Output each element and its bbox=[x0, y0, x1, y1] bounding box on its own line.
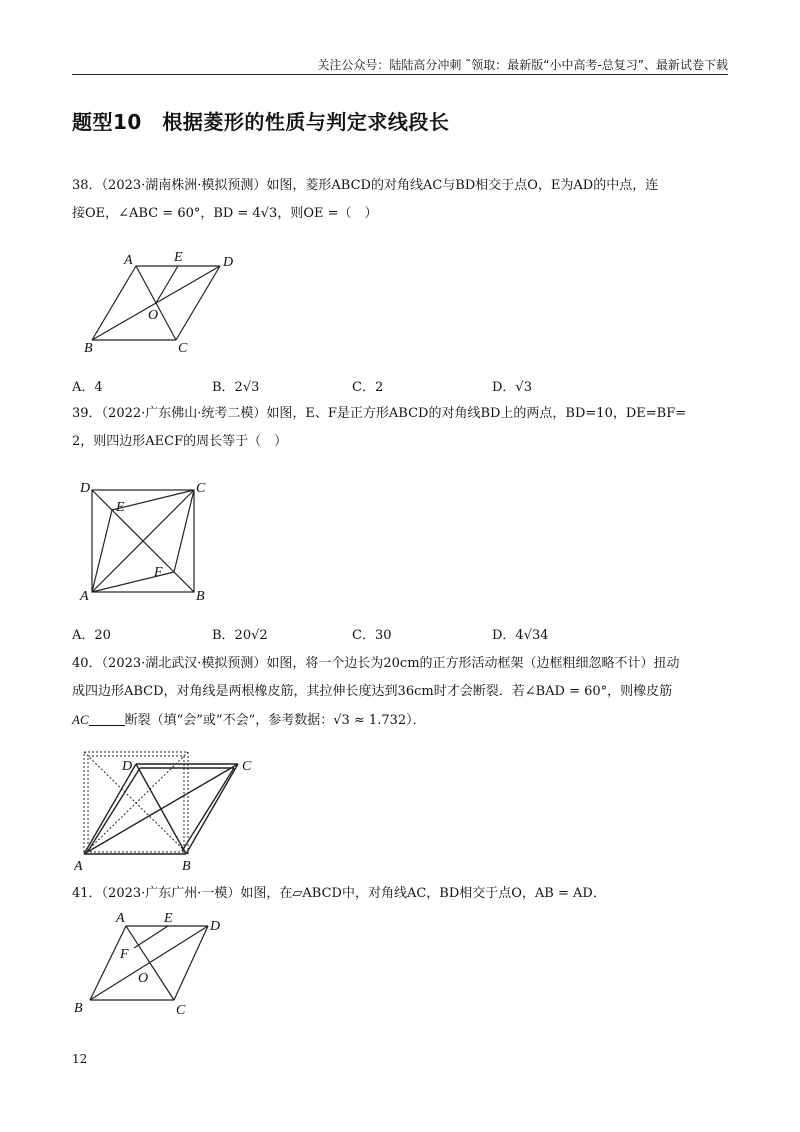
question-41-text bbox=[72, 880, 728, 908]
fig39-label-d: D bbox=[80, 481, 91, 496]
fig41-label-b: B bbox=[74, 1001, 83, 1016]
question-38-line2: 接OE，∠ABC = 60°，BD = 4√3，则OE =（ ） bbox=[72, 206, 378, 221]
page-number: 12 bbox=[72, 1052, 88, 1066]
fig38-label-c: C bbox=[178, 341, 188, 356]
option-39-a[interactable]: A．20 bbox=[72, 628, 111, 643]
figure-41-parallelogram bbox=[70, 908, 240, 1020]
option-38-d[interactable]: D．√3 bbox=[492, 380, 532, 395]
fig41-label-o: O bbox=[138, 971, 149, 986]
question-40-text bbox=[72, 650, 728, 735]
fig39-label-a: A bbox=[80, 589, 89, 604]
question-40-line3-rest: 断裂（填“会”或“不会”，参考数据：√3 ≈ 1.732）． bbox=[124, 713, 426, 728]
question-39-text bbox=[72, 400, 728, 456]
fig38-label-b: B bbox=[84, 341, 93, 356]
fig41-label-c: C bbox=[176, 1003, 186, 1018]
option-38-b[interactable]: B．2√3 bbox=[212, 380, 260, 395]
option-38-c[interactable]: C．2 bbox=[352, 380, 384, 395]
fig39-label-f: F bbox=[154, 565, 163, 580]
option-39-b[interactable]: B．20√2 bbox=[212, 628, 268, 643]
question-40-ac-label: AC bbox=[72, 712, 89, 727]
fig39-label-c: C bbox=[196, 481, 206, 496]
option-38-a[interactable]: A．4 bbox=[72, 380, 103, 395]
header-rule bbox=[72, 74, 728, 75]
question-39-line1: 39．（2022·广东佛山·统考二模）如图，E、F是正方形ABCD的对角线BD上的两点，BD=10，DE=BF= bbox=[72, 406, 687, 421]
fig41-label-e: E bbox=[164, 911, 173, 926]
fig38-label-d: D bbox=[223, 255, 234, 270]
question-38-text bbox=[72, 172, 728, 228]
question-39-line2: 2，则四边形AECF的周长等于（ ） bbox=[72, 434, 288, 449]
figure-39-square bbox=[74, 476, 214, 604]
figure-38-rhombus bbox=[78, 244, 258, 356]
fig38-label-o: O bbox=[148, 308, 159, 323]
fig41-label-a: A bbox=[116, 911, 125, 926]
fig38-label-a: A bbox=[124, 253, 133, 268]
section-title: 题型10 根据菱形的性质与判定求线段长 bbox=[72, 110, 450, 134]
fig40-label-d: D bbox=[122, 759, 133, 774]
option-39-c[interactable]: C．30 bbox=[352, 628, 392, 643]
fig40-label-a: A bbox=[74, 859, 83, 874]
figure-40-frame bbox=[74, 748, 274, 874]
question-38-line1: 38．（2023·湖南株洲·模拟预测）如图，菱形ABCD的对角线AC与BD相交于点O，E为AD的中点，连 bbox=[72, 178, 659, 193]
answer-blank-40[interactable] bbox=[89, 711, 125, 726]
fig38-label-e: E bbox=[174, 250, 183, 265]
fig39-label-e: E bbox=[116, 500, 125, 515]
question-40-line2: 成四边形ABCD，对角线是两根橡皮筋，其拉伸长度达到36cm时才会断裂．若∠BAD = 60°，则橡皮筋 bbox=[72, 684, 673, 699]
question-40-line1: 40．（2023·湖北武汉·模拟预测）如图，将一个边长为20cm的正方形活动框架（边框粗细忽略不计）扭动 bbox=[72, 656, 680, 671]
question-40-line3 bbox=[72, 706, 728, 735]
question-39-options bbox=[72, 624, 728, 644]
fig41-label-d: D bbox=[210, 919, 221, 934]
fig40-label-c: C bbox=[242, 759, 252, 774]
fig39-label-b: B bbox=[196, 589, 205, 604]
page-header: 关注公众号：陆陆高分冲刺 ˜领取：最新版“小中高考-总复习”、最新试卷下载 bbox=[317, 58, 728, 72]
question-38-options bbox=[72, 376, 728, 396]
option-39-d[interactable]: D．4√34 bbox=[492, 628, 549, 643]
question-41-line1: 41．（2023·广东广州·一模）如图，在▱ABCD中，对角线AC，BD相交于点O，AB = AD． bbox=[72, 886, 606, 901]
fig41-label-f: F bbox=[120, 947, 129, 962]
fig40-label-b: B bbox=[182, 859, 191, 874]
